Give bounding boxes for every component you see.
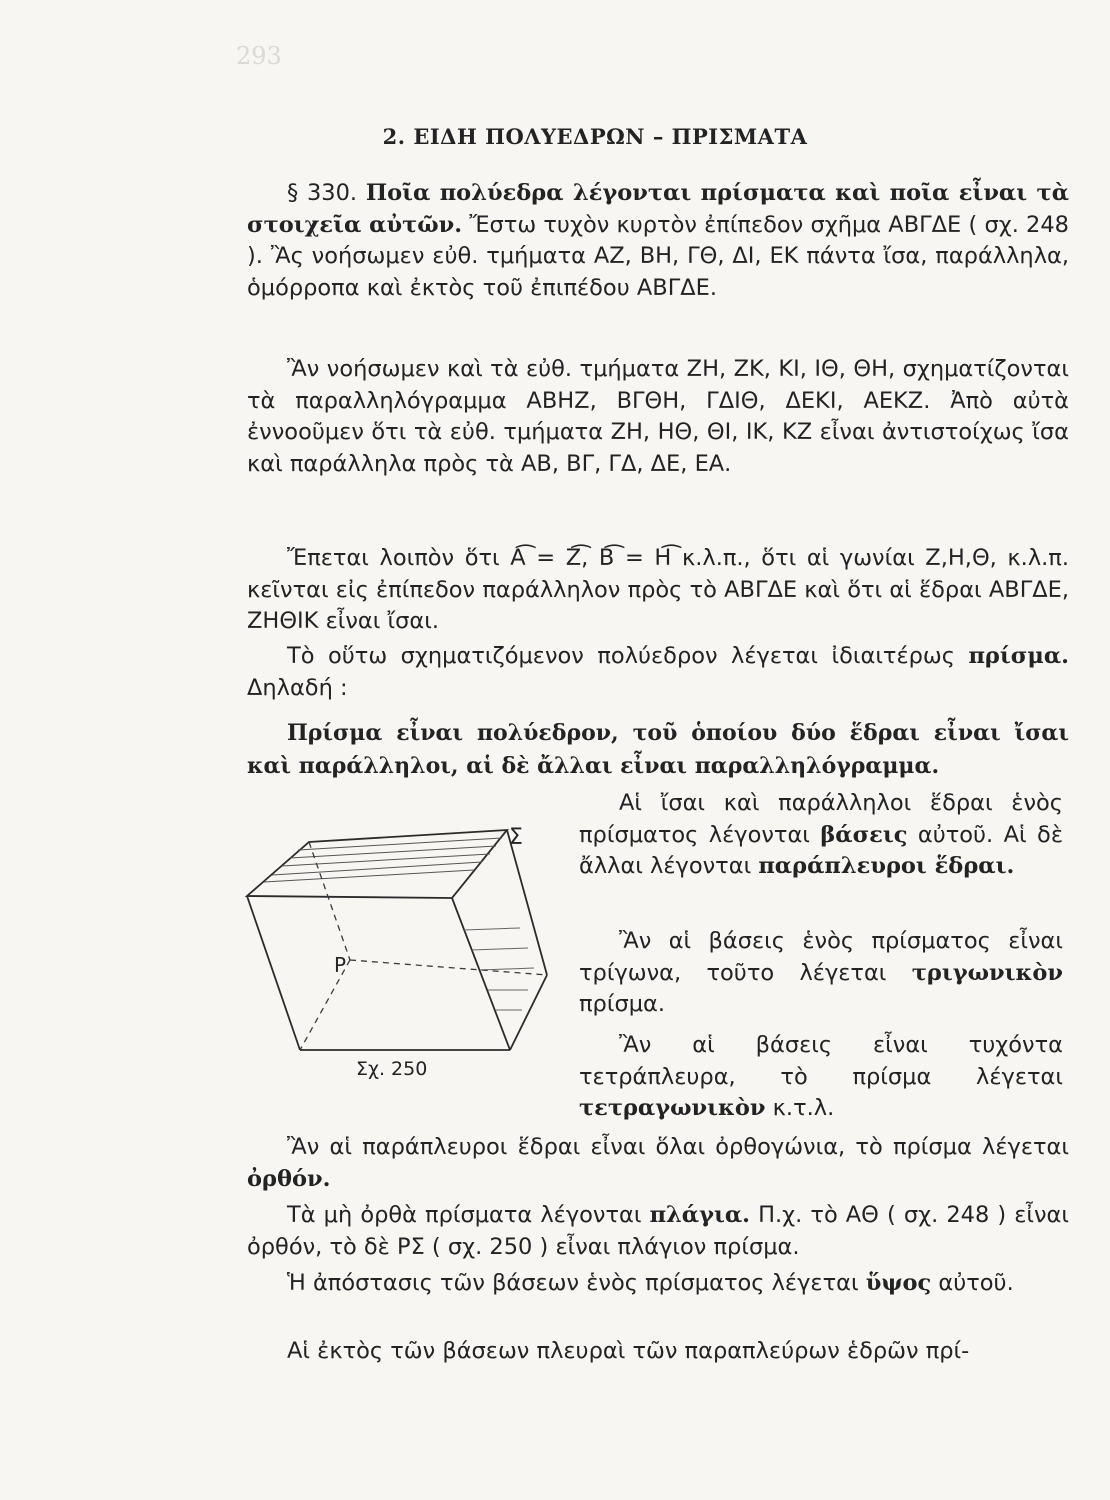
paragraph-text-after: Δηλαδή : — [247, 674, 348, 701]
term-lateral-faces: παράπλευροι ἕδραι. — [758, 853, 1015, 879]
text: αὐτοῦ. Αἱ δὲ ἄλλαι λέγονται — [579, 821, 1063, 879]
text: Ἡ ἀπόστασις τῶν βάσεων ἑνὸς πρίσματος λέγεται — [287, 1270, 866, 1296]
text: Αἱ ἴσαι καὶ παράλληλοι ἕδραι ἑνὸς πρίσματος λέγονται — [579, 790, 1063, 848]
term-quadrilateral: τετραγωνικὸν — [579, 1095, 766, 1121]
term-bases: βάσεις — [820, 821, 908, 848]
paragraph-text: Ἔστω τυχὸν κυρτὸν ἐπίπεδον σχῆμα ΑΒΓΔΕ ( σχ. 248 ). Ἂς νοήσωμεν εὐθ. τμήματα ΑΖ, ΒΗ, ΓΘ, ΔΙ, ΕΚ πάντα ἴσα, παράλληλα, ὁμόρροπα καὶ ἐκτὸς τοῦ ἐπιπέδου ΑΒΓΔΕ. — [247, 211, 1070, 301]
text: Ἂν αἱ βάσεις ἑνὸς πρίσματος εἶναι τρίγωνα, τοῦτο λέγεται — [579, 928, 1063, 986]
vertex-label-sigma: Σ — [509, 825, 523, 850]
paragraph-bases — [579, 788, 1063, 883]
paragraph-text: Τὸ οὕτω σχηματιζόμενον πολύεδρον λέγεται ἰδιαιτέρως — [287, 643, 969, 669]
paragraph-text: Αἱ ἐκτὸς τῶν βάσεων πλευραὶ τῶν παραπλεύρων ἑδρῶν πρί- — [287, 1338, 970, 1364]
paragraph-parallelograms — [247, 354, 1069, 480]
paragraph-triangular — [579, 926, 1063, 1021]
paragraph-quadrilateral — [579, 1030, 1063, 1125]
paragraph-330 — [247, 178, 1069, 304]
paragraph-title: Ποῖα πολύεδρα λέγονται πρίσματα καὶ ποῖα εἶναι τὰ στοιχεῖα αὐτῶν. — [247, 180, 1070, 238]
definition-prism — [247, 717, 1069, 783]
text: Π.χ. τὸ ΑΘ ( σχ. 248 ) εἶναι ὀρθόν, τὸ δὲ ΡΣ ( σχ. 250 ) εἶναι πλάγιον πρίσμα. — [247, 1202, 1069, 1260]
page-number: 293 — [236, 42, 282, 70]
figure-caption: Σχ. 250 — [356, 1058, 428, 1080]
text: Τὰ μὴ ὀρθὰ πρίσματα λέγονται — [287, 1202, 650, 1228]
term-prism: πρίσμα. — [968, 643, 1069, 669]
paragraph-angles — [247, 543, 1069, 638]
term-height: ὕψος — [865, 1270, 932, 1296]
paragraph-lateral-edges — [247, 1336, 1069, 1368]
paragraph-prism-intro — [247, 641, 1069, 704]
text: πρίσμα. — [579, 991, 666, 1017]
paragraph-right-prism — [247, 1132, 1069, 1195]
section-heading: 2. ΕΙΔΗ ΠΟΛΥΕΔΡΩΝ – ΠΡΙΣΜΑΤΑ — [382, 124, 808, 149]
term-right: ὀρθόν. — [247, 1165, 331, 1192]
paragraph-number: § 330. — [287, 180, 358, 206]
text: Ἂν αἱ παράπλευροι ἕδραι εἶναι ὅλαι ὀρθογώνια, τὸ πρίσμα λέγεται — [287, 1134, 1069, 1160]
paragraph-text: Ἔπεται λοιπὸν ὅτι Α͡ = Ζ͡, Β͡ = Η͡ κ.λ.π., ὅτι αἱ γωνίαι Ζ,Η,Θ, κ.λ.π. κεῖνται εἰς ἐπίπεδον παράλληλον πρὸς τὸ ΑΒΓΔΕ καὶ ὅτι αἱ ἕδραι ΑΒΓΔΕ, ΖΗΘΙΚ εἶναι ἴσαι. — [247, 545, 1069, 634]
oblique-prism-figure — [232, 800, 562, 1100]
paragraph-text: Ἂν νοήσωμεν καὶ τὰ εὐθ. τμήματα ΖΗ, ΖΚ, ΚΙ, ΙΘ, ΘΗ, σχηματίζονται τὰ παραλληλόγραμμα ΑΒΗΖ, ΒΓΘΗ, ΓΔΙΘ, ΔΕΚΙ, ΑΕΚΖ. Ἀπὸ αὐτὰ ἐννοοῦμεν ὅτι τὰ εὐθ. τμήματα ΖΗ, ΗΘ, ΘΙ, ΙΚ, ΚΖ εἶναι ἀντιστοίχως ἴσα καὶ παράλληλα πρὸς τὰ ΑΒ, ΒΓ, ΓΔ, ΔΕ, ΕΑ. — [247, 356, 1069, 477]
definition-text: Πρίσμα εἶναι πολύεδρον, τοῦ ὁποίου δύο ἕδραι εἶναι ἴσαι καὶ παράλληλοι, αἱ δὲ ἄλλαι εἶναι παραλληλόγραμμα. — [247, 720, 1069, 779]
paragraph-oblique-prism — [247, 1200, 1069, 1263]
term-oblique: πλάγια. — [649, 1202, 751, 1228]
text: αὐτοῦ. — [931, 1270, 1014, 1296]
text: Ἂν αἱ βάσεις εἶναι τυχόντα τετράπλευρα, τὸ πρίσμα λέγεται — [579, 1032, 1063, 1090]
paragraph-height — [247, 1268, 1069, 1300]
vertex-label-rho: Ρ — [334, 953, 347, 977]
text: κ.τ.λ. — [765, 1095, 835, 1121]
term-triangular: τριγωνικὸν — [911, 959, 1063, 986]
